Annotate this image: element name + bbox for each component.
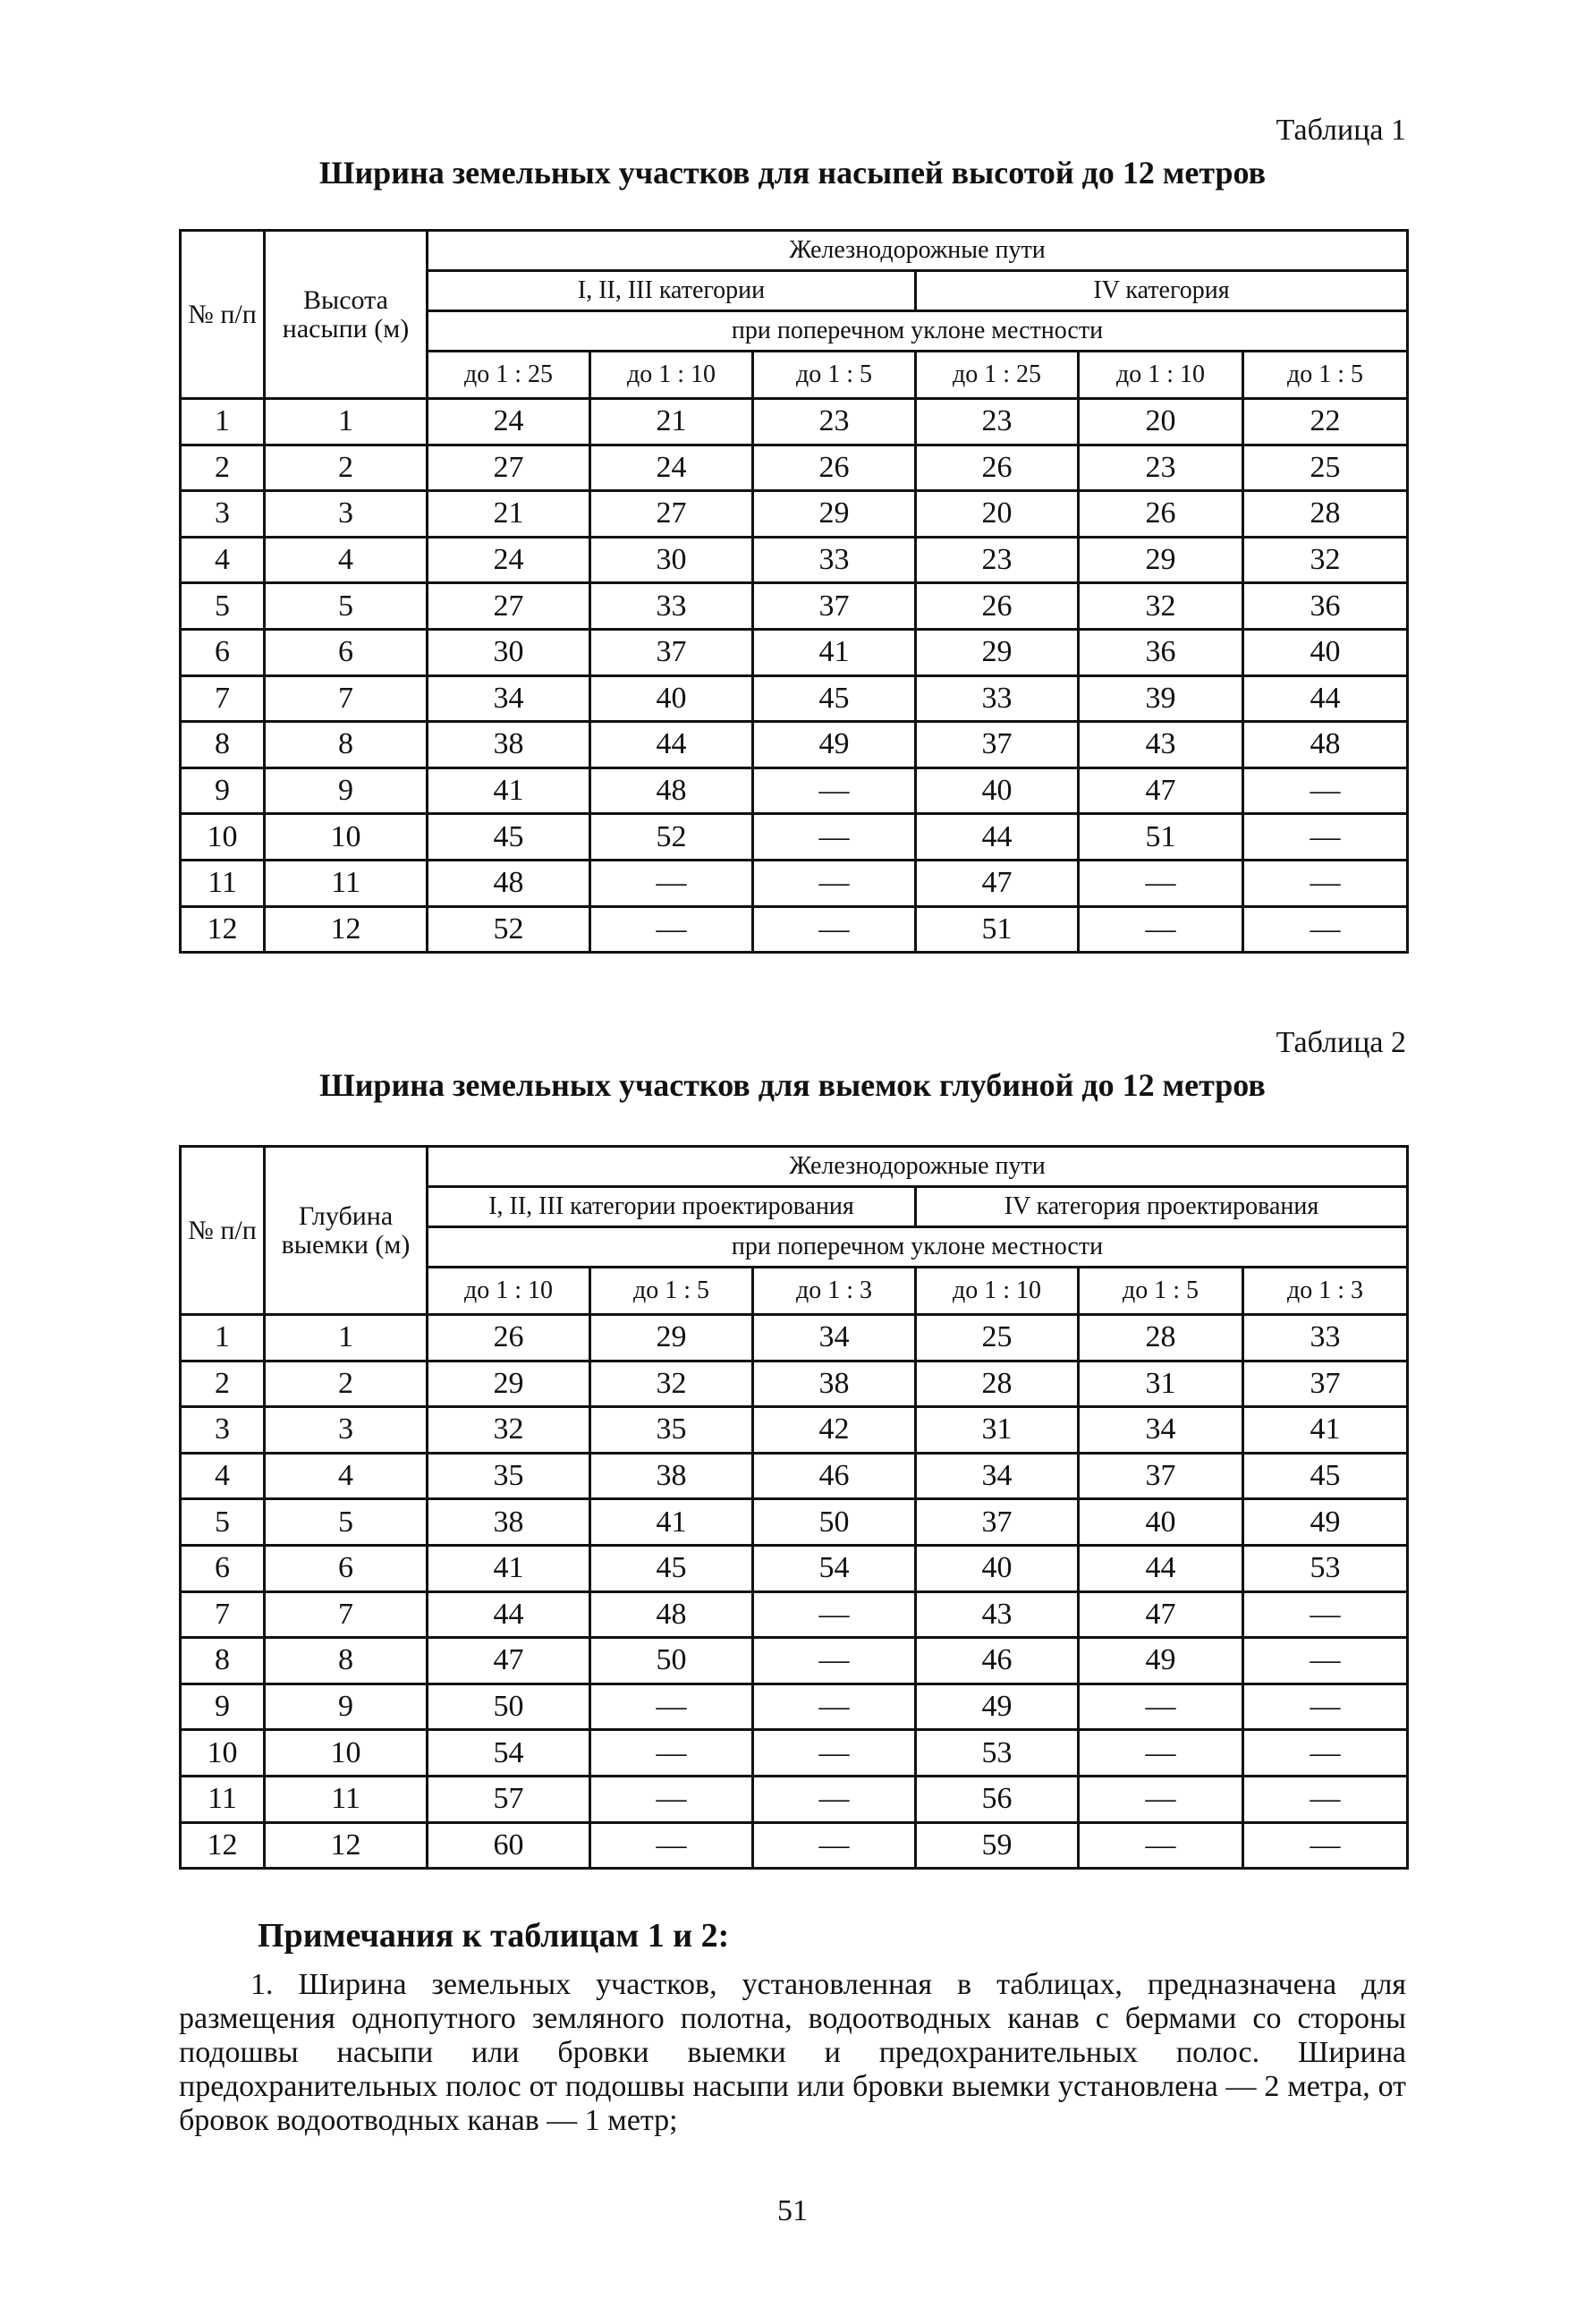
- row-param-cell: 5: [265, 583, 428, 630]
- table-row: [181, 906, 1408, 953]
- row-param-cell: 12: [265, 1822, 428, 1869]
- width-cell: 32: [1079, 583, 1243, 630]
- width-cell: 45: [1243, 1453, 1408, 1499]
- width-cell: 37: [1243, 1361, 1408, 1407]
- row-param-cell: 5: [265, 1499, 428, 1546]
- table-row: [181, 1684, 1408, 1730]
- width-cell: 30: [590, 537, 753, 583]
- table1-header-slope: при поперечном уклоне местности: [428, 311, 1408, 352]
- width-cell: 40: [916, 1545, 1079, 1591]
- table2-number-label: Таблица 2: [1276, 1026, 1406, 1059]
- width-cell: —: [1243, 1822, 1408, 1869]
- row-param-cell: 2: [265, 1361, 428, 1407]
- width-cell: 25: [1243, 445, 1408, 491]
- row-param-cell: 2: [265, 445, 428, 491]
- width-cell: —: [590, 1730, 753, 1777]
- table2-slope-col: до 1 : 10: [916, 1268, 1079, 1315]
- table2-header-no: № п/п: [181, 1147, 265, 1315]
- width-cell: 43: [916, 1591, 1079, 1638]
- width-cell: 35: [428, 1453, 590, 1499]
- width-cell: 47: [1079, 768, 1243, 814]
- width-cell: —: [1079, 1730, 1243, 1777]
- table2-header-cat-4: IV категория проектирования: [916, 1187, 1408, 1227]
- row-number-cell: 8: [181, 1638, 265, 1684]
- row-number-cell: 6: [181, 629, 265, 675]
- table-row: [181, 537, 1408, 583]
- table-row: [181, 814, 1408, 861]
- width-cell: 47: [428, 1638, 590, 1684]
- row-number-cell: 1: [181, 399, 265, 445]
- table1-slope-col: до 1 : 10: [1079, 352, 1243, 399]
- table1-slope-col: до 1 : 25: [428, 352, 590, 399]
- width-cell: —: [1243, 1591, 1408, 1638]
- width-cell: 36: [1243, 583, 1408, 630]
- notes-paragraph: 1. Ширина земельных участков, установленная в таблицах, предназначена для размещения однопутного земляного полотна, водоотводных канав с бермами со стороны подошвы насыпи или бровки выемки и предохранительных полос. Ширина предохранительных полос от подошвы насыпи или бровки выемки установлена — 2 метра, от бровок водоотводных канав — 1 метр;: [179, 1968, 1406, 2137]
- width-cell: 41: [428, 1545, 590, 1591]
- width-cell: —: [1079, 1822, 1243, 1869]
- width-cell: 52: [428, 906, 590, 953]
- width-cell: 33: [1243, 1315, 1408, 1361]
- width-cell: 45: [428, 814, 590, 861]
- width-cell: 20: [1079, 399, 1243, 445]
- width-cell: 37: [916, 722, 1079, 768]
- width-cell: 31: [1079, 1361, 1243, 1407]
- width-cell: —: [590, 860, 753, 906]
- table-row: [181, 1822, 1408, 1869]
- width-cell: —: [1243, 1730, 1408, 1777]
- table2-header-depth: Глубина выемки (м): [265, 1147, 428, 1315]
- row-number-cell: 3: [181, 1407, 265, 1454]
- width-cell: 23: [916, 399, 1079, 445]
- width-cell: —: [590, 1684, 753, 1730]
- table1-header-height: Высота насыпи (м): [265, 231, 428, 399]
- table-row: [181, 860, 1408, 906]
- width-cell: —: [1243, 814, 1408, 861]
- width-cell: 35: [590, 1407, 753, 1454]
- row-param-cell: 12: [265, 906, 428, 953]
- width-cell: 40: [1079, 1499, 1243, 1546]
- row-number-cell: 5: [181, 1499, 265, 1546]
- row-number-cell: 7: [181, 675, 265, 722]
- row-param-cell: 3: [265, 491, 428, 538]
- width-cell: 24: [590, 445, 753, 491]
- width-cell: 22: [1243, 399, 1408, 445]
- page-number: 51: [777, 2194, 808, 2227]
- table-row: [181, 1315, 1408, 1361]
- table-row: [181, 1361, 1408, 1407]
- width-cell: 34: [428, 675, 590, 722]
- width-cell: —: [1243, 1776, 1408, 1822]
- row-number-cell: 5: [181, 583, 265, 630]
- width-cell: —: [1079, 1776, 1243, 1822]
- width-cell: —: [590, 906, 753, 953]
- table2-slope-col: до 1 : 10: [428, 1268, 590, 1315]
- table2-slope-col: до 1 : 5: [1079, 1268, 1243, 1315]
- row-number-cell: 11: [181, 860, 265, 906]
- row-param-cell: 4: [265, 1453, 428, 1499]
- width-cell: —: [753, 1591, 916, 1638]
- width-cell: 38: [428, 722, 590, 768]
- width-cell: 37: [916, 1499, 1079, 1546]
- table1-slope-col: до 1 : 5: [1243, 352, 1408, 399]
- row-param-cell: 11: [265, 1776, 428, 1822]
- width-cell: 29: [753, 491, 916, 538]
- width-cell: 40: [916, 768, 1079, 814]
- table1-slope-col: до 1 : 5: [753, 352, 916, 399]
- width-cell: 60: [428, 1822, 590, 1869]
- width-cell: 23: [916, 537, 1079, 583]
- width-cell: 37: [1079, 1453, 1243, 1499]
- table1-number-label: Таблица 1: [1276, 114, 1406, 147]
- table2-header-cat-1-3: I, II, III категории проектирования: [428, 1187, 916, 1227]
- row-number-cell: 2: [181, 445, 265, 491]
- row-number-cell: 10: [181, 814, 265, 861]
- row-number-cell: 9: [181, 768, 265, 814]
- width-cell: —: [1243, 860, 1408, 906]
- table-row: [181, 1545, 1408, 1591]
- row-param-cell: 9: [265, 768, 428, 814]
- width-cell: 41: [753, 629, 916, 675]
- table1-slope-col: до 1 : 25: [916, 352, 1079, 399]
- width-cell: 57: [428, 1776, 590, 1822]
- width-cell: 23: [753, 399, 916, 445]
- table-row: [181, 583, 1408, 630]
- width-cell: 45: [590, 1545, 753, 1591]
- table2: [179, 1145, 1409, 1870]
- row-param-cell: 7: [265, 1591, 428, 1638]
- width-cell: 33: [916, 675, 1079, 722]
- width-cell: 49: [753, 722, 916, 768]
- width-cell: 27: [428, 445, 590, 491]
- row-number-cell: 2: [181, 1361, 265, 1407]
- width-cell: —: [1243, 1638, 1408, 1684]
- width-cell: 28: [1079, 1315, 1243, 1361]
- width-cell: 44: [1079, 1545, 1243, 1591]
- table1-header: [181, 231, 1408, 399]
- width-cell: 29: [1079, 537, 1243, 583]
- width-cell: 56: [916, 1776, 1079, 1822]
- row-param-cell: 10: [265, 1730, 428, 1777]
- width-cell: —: [1243, 906, 1408, 953]
- table2-slope-col: до 1 : 3: [753, 1268, 916, 1315]
- table-row: [181, 1730, 1408, 1777]
- table2-header-slope: при поперечном уклоне местности: [428, 1227, 1408, 1268]
- width-cell: 39: [1079, 675, 1243, 722]
- width-cell: 30: [428, 629, 590, 675]
- row-number-cell: 3: [181, 491, 265, 538]
- table-row: [181, 1453, 1408, 1499]
- width-cell: 44: [428, 1591, 590, 1638]
- row-number-cell: 9: [181, 1684, 265, 1730]
- width-cell: 46: [916, 1638, 1079, 1684]
- width-cell: 26: [916, 445, 1079, 491]
- row-number-cell: 11: [181, 1776, 265, 1822]
- table1-body: [181, 399, 1408, 953]
- table1: [179, 229, 1409, 954]
- width-cell: 33: [590, 583, 753, 630]
- width-cell: 26: [916, 583, 1079, 630]
- row-number-cell: 10: [181, 1730, 265, 1777]
- width-cell: 50: [753, 1499, 916, 1546]
- width-cell: 49: [1243, 1499, 1408, 1546]
- row-param-cell: 3: [265, 1407, 428, 1454]
- width-cell: 21: [428, 491, 590, 538]
- width-cell: 23: [1079, 445, 1243, 491]
- width-cell: 48: [590, 1591, 753, 1638]
- table2-header-railways: Железнодорожные пути: [428, 1147, 1408, 1187]
- width-cell: 51: [916, 906, 1079, 953]
- row-number-cell: 1: [181, 1315, 265, 1361]
- table1-header-cat-1-3: I, II, III категории: [428, 271, 916, 311]
- width-cell: —: [753, 1822, 916, 1869]
- width-cell: 29: [590, 1315, 753, 1361]
- width-cell: 36: [1079, 629, 1243, 675]
- width-cell: —: [590, 1776, 753, 1822]
- width-cell: —: [753, 1638, 916, 1684]
- width-cell: 28: [916, 1361, 1079, 1407]
- row-param-cell: 1: [265, 399, 428, 445]
- table1-slope-col: до 1 : 10: [590, 352, 753, 399]
- width-cell: 48: [590, 768, 753, 814]
- width-cell: 29: [428, 1361, 590, 1407]
- table1-header-railways: Железнодорожные пути: [428, 231, 1408, 271]
- width-cell: —: [1079, 906, 1243, 953]
- width-cell: 46: [753, 1453, 916, 1499]
- table-row: [181, 399, 1408, 445]
- table1-title: Ширина земельных участков для насыпей высотой до 12 метров: [318, 155, 1267, 191]
- width-cell: 34: [916, 1453, 1079, 1499]
- width-cell: —: [1243, 1684, 1408, 1730]
- width-cell: 41: [590, 1499, 753, 1546]
- table-row: [181, 491, 1408, 538]
- width-cell: 41: [428, 768, 590, 814]
- width-cell: 27: [590, 491, 753, 538]
- width-cell: —: [1079, 860, 1243, 906]
- width-cell: 38: [753, 1361, 916, 1407]
- width-cell: 50: [590, 1638, 753, 1684]
- row-param-cell: 11: [265, 860, 428, 906]
- width-cell: —: [753, 814, 916, 861]
- width-cell: 40: [1243, 629, 1408, 675]
- width-cell: 53: [1243, 1545, 1408, 1591]
- width-cell: 32: [428, 1407, 590, 1454]
- width-cell: 21: [590, 399, 753, 445]
- row-param-cell: 8: [265, 1638, 428, 1684]
- table-row: [181, 1776, 1408, 1822]
- width-cell: 26: [1079, 491, 1243, 538]
- table2-title: Ширина земельных участков для выемок глубиной до 12 метров: [319, 1067, 1266, 1103]
- row-param-cell: 1: [265, 1315, 428, 1361]
- width-cell: 53: [916, 1730, 1079, 1777]
- row-number-cell: 4: [181, 537, 265, 583]
- width-cell: 32: [590, 1361, 753, 1407]
- row-number-cell: 6: [181, 1545, 265, 1591]
- row-param-cell: 4: [265, 537, 428, 583]
- table2-body: [181, 1315, 1408, 1869]
- table-row: [181, 722, 1408, 768]
- width-cell: 27: [428, 583, 590, 630]
- width-cell: —: [753, 1684, 916, 1730]
- table-row: [181, 1638, 1408, 1684]
- width-cell: 54: [428, 1730, 590, 1777]
- table2-slope-col: до 1 : 3: [1243, 1268, 1408, 1315]
- row-param-cell: 7: [265, 675, 428, 722]
- table-row: [181, 445, 1408, 491]
- width-cell: 37: [590, 629, 753, 675]
- width-cell: 32: [1243, 537, 1408, 583]
- table-row: [181, 1407, 1408, 1454]
- width-cell: 49: [1079, 1638, 1243, 1684]
- notes-heading: Примечания к таблицам 1 и 2:: [258, 1917, 730, 1955]
- row-param-cell: 6: [265, 1545, 428, 1591]
- width-cell: 26: [753, 445, 916, 491]
- width-cell: 44: [590, 722, 753, 768]
- width-cell: —: [753, 768, 916, 814]
- width-cell: 54: [753, 1545, 916, 1591]
- row-number-cell: 12: [181, 906, 265, 953]
- width-cell: 40: [590, 675, 753, 722]
- width-cell: 52: [590, 814, 753, 861]
- table-row: [181, 675, 1408, 722]
- width-cell: 47: [1079, 1591, 1243, 1638]
- table-row: [181, 768, 1408, 814]
- width-cell: 28: [1243, 491, 1408, 538]
- width-cell: 25: [916, 1315, 1079, 1361]
- width-cell: 31: [916, 1407, 1079, 1454]
- width-cell: 42: [753, 1407, 916, 1454]
- width-cell: 41: [1243, 1407, 1408, 1454]
- width-cell: 20: [916, 491, 1079, 538]
- width-cell: 44: [916, 814, 1079, 861]
- width-cell: 45: [753, 675, 916, 722]
- width-cell: 38: [428, 1499, 590, 1546]
- width-cell: 24: [428, 537, 590, 583]
- width-cell: 38: [590, 1453, 753, 1499]
- table-row: [181, 1499, 1408, 1546]
- width-cell: —: [753, 1776, 916, 1822]
- width-cell: 33: [753, 537, 916, 583]
- width-cell: 44: [1243, 675, 1408, 722]
- row-number-cell: 4: [181, 1453, 265, 1499]
- table-row: [181, 1591, 1408, 1638]
- width-cell: 59: [916, 1822, 1079, 1869]
- width-cell: —: [590, 1822, 753, 1869]
- row-number-cell: 7: [181, 1591, 265, 1638]
- width-cell: 26: [428, 1315, 590, 1361]
- row-number-cell: 8: [181, 722, 265, 768]
- table-row: [181, 629, 1408, 675]
- row-param-cell: 10: [265, 814, 428, 861]
- width-cell: 24: [428, 399, 590, 445]
- width-cell: 48: [1243, 722, 1408, 768]
- width-cell: —: [753, 860, 916, 906]
- row-param-cell: 6: [265, 629, 428, 675]
- width-cell: —: [753, 906, 916, 953]
- table2-header: [181, 1147, 1408, 1315]
- width-cell: 37: [753, 583, 916, 630]
- width-cell: 48: [428, 860, 590, 906]
- width-cell: 51: [1079, 814, 1243, 861]
- row-param-cell: 8: [265, 722, 428, 768]
- width-cell: —: [1243, 768, 1408, 814]
- width-cell: 34: [1079, 1407, 1243, 1454]
- width-cell: 47: [916, 860, 1079, 906]
- row-param-cell: 9: [265, 1684, 428, 1730]
- table1-header-cat-4: IV категория: [916, 271, 1408, 311]
- width-cell: —: [753, 1730, 916, 1777]
- row-number-cell: 12: [181, 1822, 265, 1869]
- width-cell: 34: [753, 1315, 916, 1361]
- width-cell: 43: [1079, 722, 1243, 768]
- width-cell: 50: [428, 1684, 590, 1730]
- width-cell: —: [1079, 1684, 1243, 1730]
- table2-slope-col: до 1 : 5: [590, 1268, 753, 1315]
- width-cell: 29: [916, 629, 1079, 675]
- width-cell: 49: [916, 1684, 1079, 1730]
- table1-header-no: № п/п: [181, 231, 265, 399]
